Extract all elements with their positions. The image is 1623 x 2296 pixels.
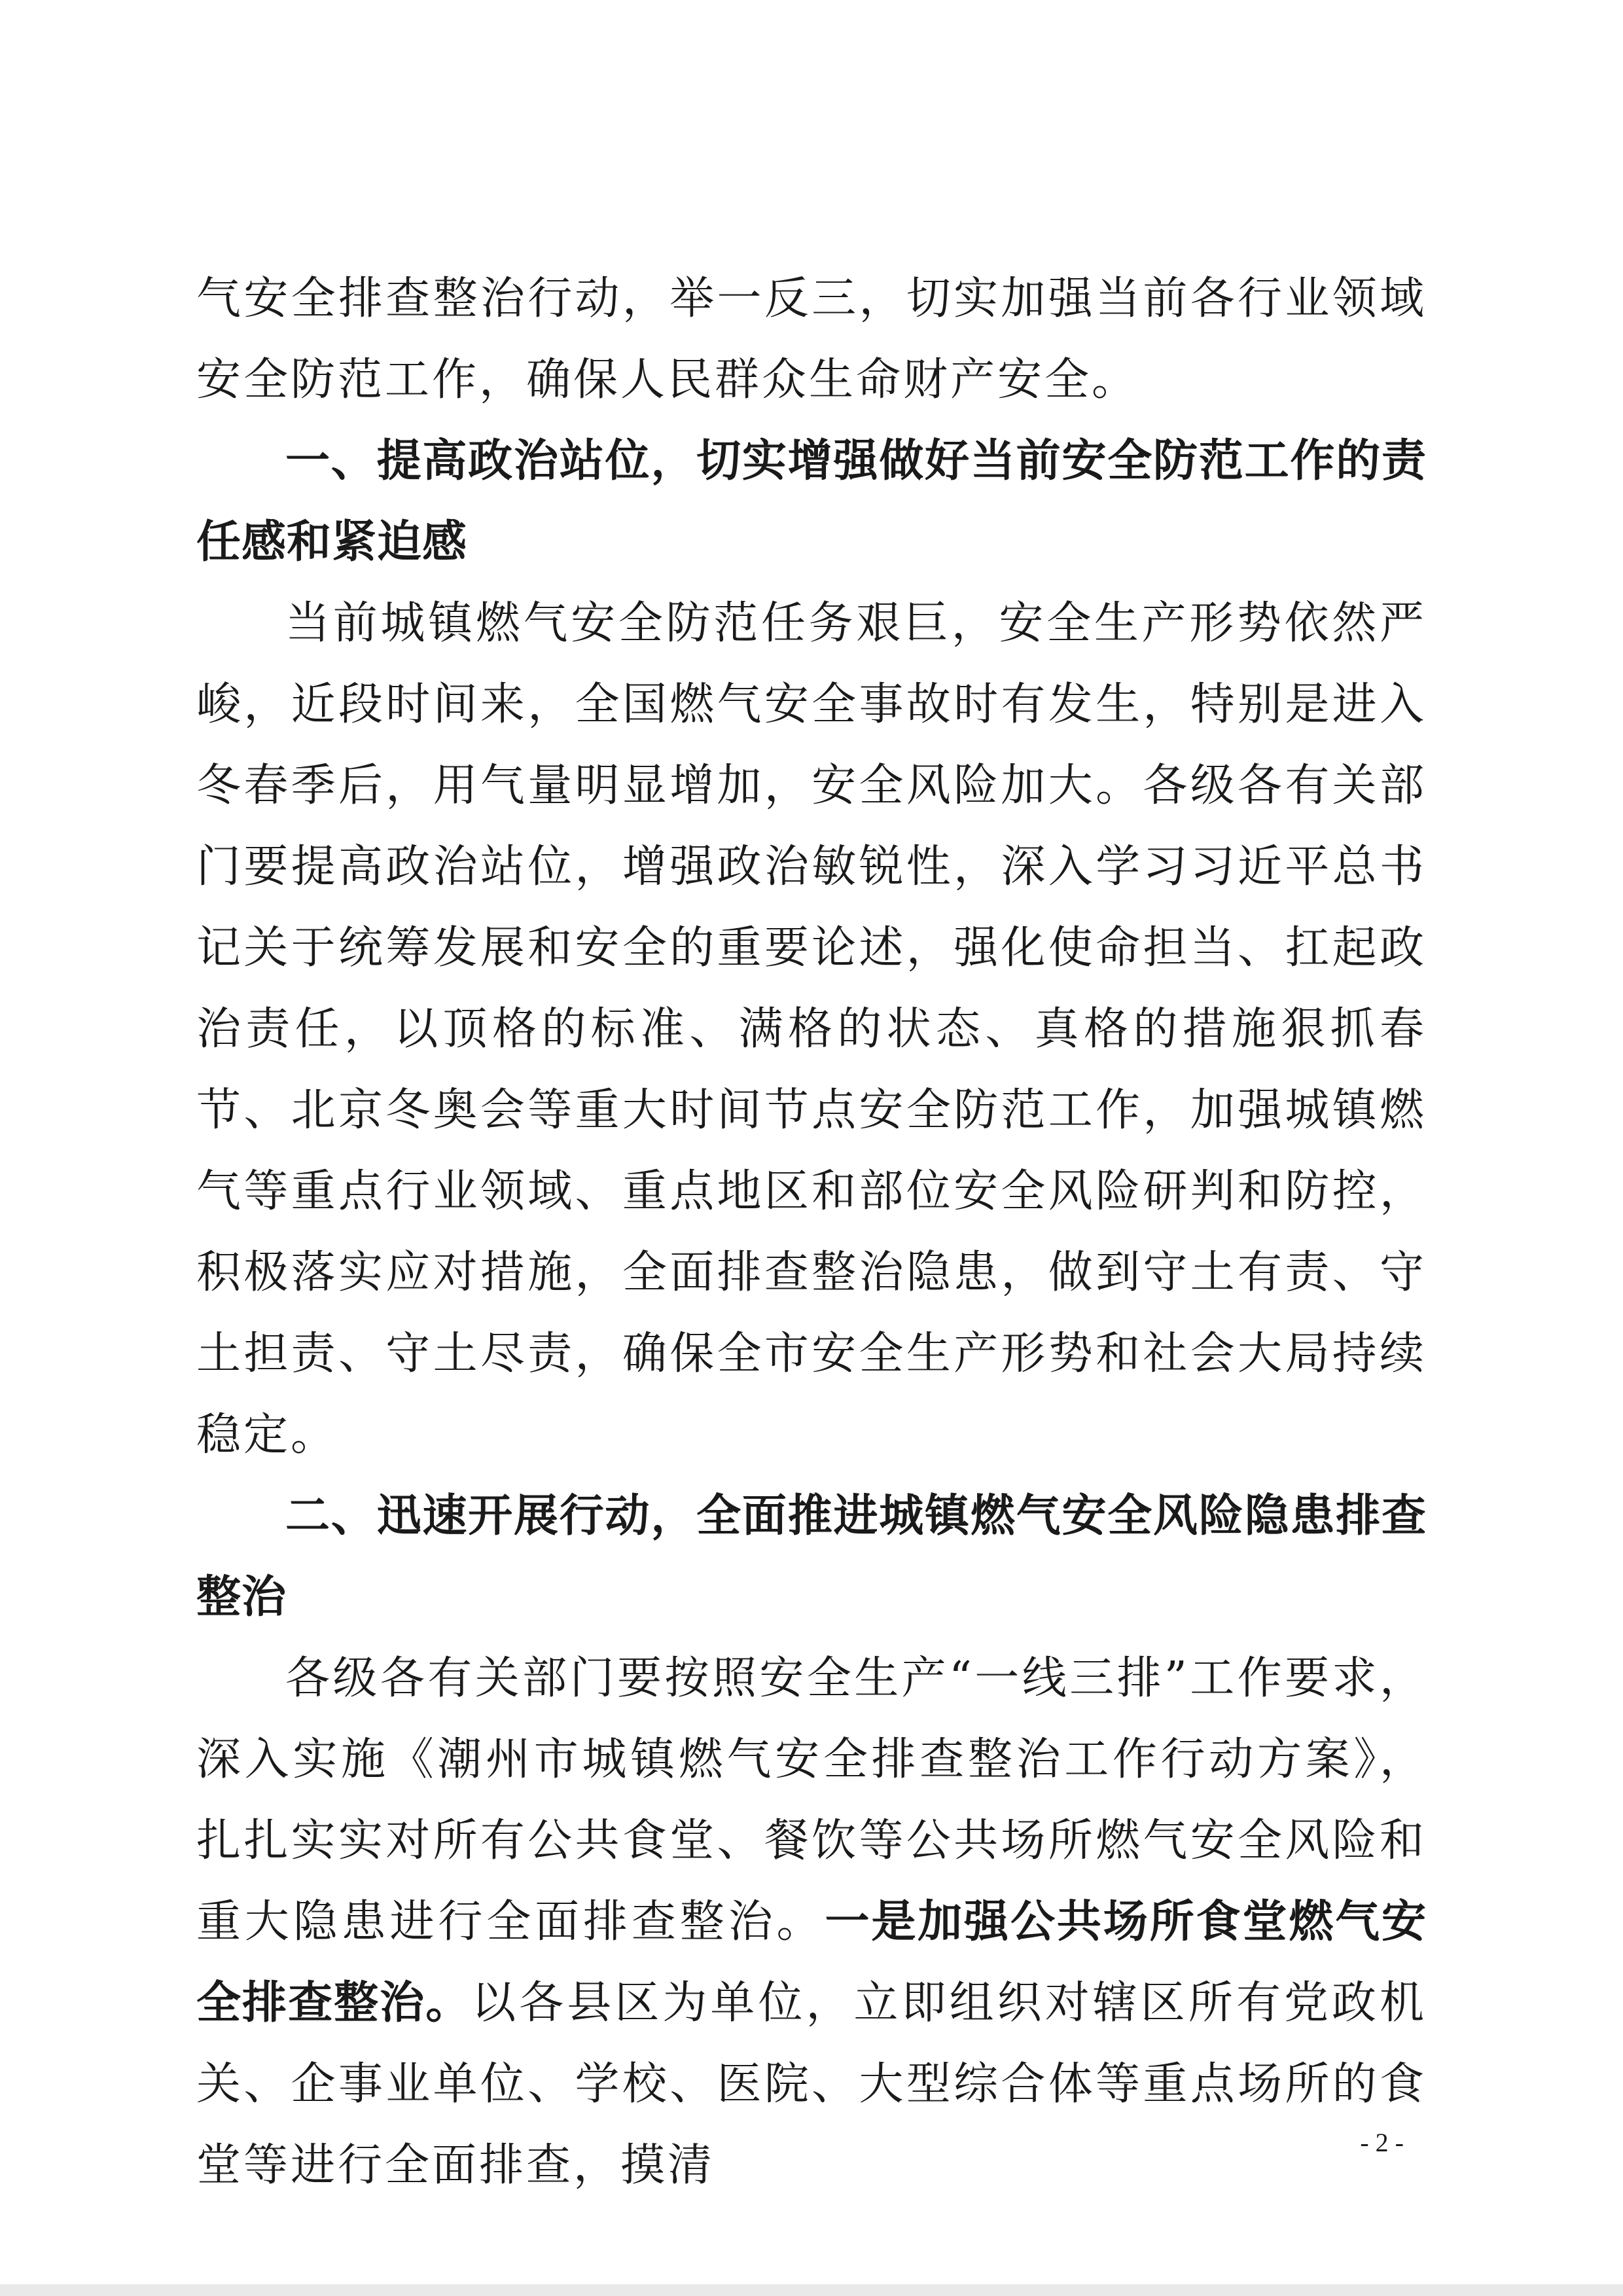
- paragraph-text: 各级各有关部门要按照安全生产“一线三排”工作要求，深入实施《潮州市城镇燃气安全排查整治工作行动方案》，扎扎实实对所有公共食堂、餐饮等公共场所燃气安全风险和重大隐患进行全面排查整治。: [196, 1653, 1427, 1948]
- section-heading-1: 一、提高政治站位，切实增强做好当前安全防范工作的责任感和紧迫感: [196, 435, 1427, 568]
- page-number: - 2 -: [1360, 2128, 1404, 2157]
- scan-edge: [0, 2284, 1623, 2296]
- paragraph-text-continued: 以各县区为单位，立即组织对辖区所有党政机关、企事业单位、学校、医院、大型综合体等重点场所的食堂等进行全面排查，摸清: [196, 1977, 1427, 2191]
- section-heading-2: 二、迅速开展行动，全面推进城镇燃气安全风险隐患排查整治: [196, 1490, 1427, 1623]
- paragraph-section-2: [196, 1638, 1427, 2206]
- paragraph-continuation: 气安全排查整治行动，举一反三，切实加强当前各行业领域安全防范工作，确保人民群众生命财产安全。: [196, 273, 1427, 406]
- document-body: [196, 259, 1427, 2206]
- paragraph-section-1: 当前城镇燃气安全防范任务艰巨，安全生产形势依然严峻，近段时间来，全国燃气安全事故时有发生，特别是进入冬春季后，用气量明显增加，安全风险加大。各级各有关部门要提高政治站位，增强政治敏锐性，深入学习习近平总书记关于统筹发展和安全的重要论述，强化使命担当、扛起政治责任，以顶格的标准、满格的状态、真格的措施狠抓春节、北京冬奥会等重大时间节点安全防范工作，加强城镇燃气等重点行业领域、重点地区和部位安全风险研判和防控，积极落实应对措施，全面排查整治隐患，做到守土有责、守土担责、守土尽责，确保全市安全生产形势和社会大局持续稳定。: [196, 598, 1427, 1461]
- bold-subpoint: 一是加强公共场所食堂燃气安全排查整治。: [196, 1896, 1427, 2029]
